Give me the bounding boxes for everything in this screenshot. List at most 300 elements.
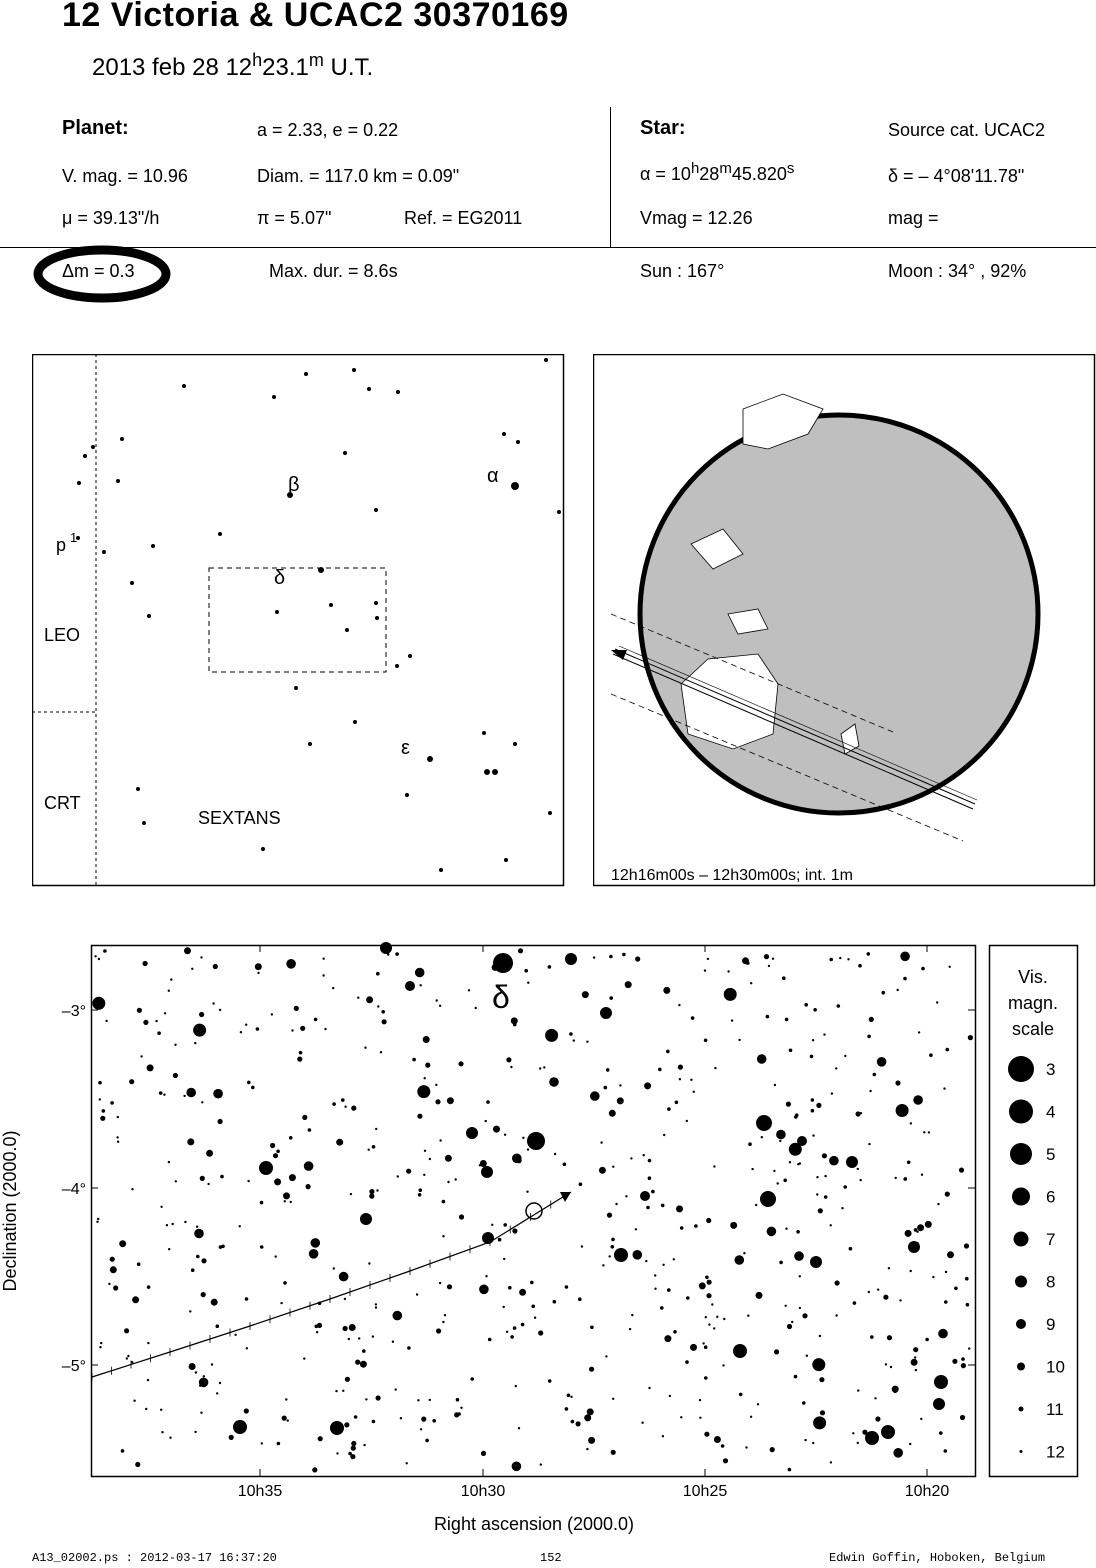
chart-star bbox=[466, 1127, 478, 1139]
chart-star bbox=[470, 1377, 474, 1381]
chart-star bbox=[630, 1157, 632, 1159]
finder-star bbox=[548, 811, 552, 815]
chart-star bbox=[372, 1145, 376, 1149]
chart-star bbox=[965, 1277, 969, 1281]
chart-star bbox=[913, 1095, 923, 1105]
footer-page: 152 bbox=[540, 1551, 562, 1565]
chart-star bbox=[416, 1293, 418, 1295]
finder-star bbox=[77, 481, 81, 485]
chart-star bbox=[706, 1218, 711, 1223]
finder-star bbox=[353, 720, 357, 724]
chart-star bbox=[685, 1360, 689, 1364]
chart-star bbox=[350, 1454, 355, 1459]
chart-star bbox=[344, 1422, 349, 1427]
chart-star bbox=[888, 1267, 890, 1269]
chart-star bbox=[220, 1175, 224, 1179]
x-tick-4: 10h20 bbox=[904, 1483, 950, 1500]
chart-star bbox=[774, 1084, 776, 1086]
chart-star bbox=[667, 1288, 671, 1292]
legend-dot bbox=[1015, 1276, 1027, 1288]
chart-star bbox=[294, 1006, 299, 1011]
chart-star bbox=[284, 1200, 286, 1202]
label-crt: CRT bbox=[44, 793, 81, 813]
chart-star bbox=[588, 1437, 595, 1444]
chart-star bbox=[357, 997, 359, 999]
chart-star bbox=[553, 1300, 557, 1304]
finder-star bbox=[136, 787, 140, 791]
chart-star bbox=[342, 1390, 344, 1392]
page-title: 12 Victoria & UCAC2 30370169 bbox=[62, 0, 569, 34]
chart-star bbox=[707, 958, 709, 960]
chart-star bbox=[757, 1403, 759, 1405]
chart-star bbox=[611, 1245, 615, 1249]
chart-star bbox=[314, 1018, 318, 1022]
chart-star bbox=[609, 1255, 611, 1257]
chart-star bbox=[99, 1098, 101, 1100]
finder-star bbox=[329, 603, 333, 607]
chart-star bbox=[147, 1064, 154, 1071]
chart-star bbox=[503, 1258, 505, 1260]
chart-star bbox=[644, 1082, 651, 1089]
chart-star bbox=[875, 1416, 880, 1421]
chart-star bbox=[841, 1207, 843, 1209]
legend-dot bbox=[1020, 1450, 1023, 1453]
chart-star bbox=[785, 1228, 787, 1230]
chart-star bbox=[640, 1191, 650, 1201]
chart-star bbox=[619, 1084, 621, 1086]
chart-star bbox=[949, 966, 951, 968]
finder-star bbox=[395, 664, 399, 668]
chart-star bbox=[852, 1432, 854, 1434]
chart-star bbox=[587, 1408, 594, 1415]
chart-star bbox=[883, 1295, 888, 1300]
chart-star bbox=[317, 1323, 322, 1328]
chart-star bbox=[782, 976, 786, 980]
chart-star bbox=[460, 1407, 462, 1409]
chart-star bbox=[244, 1408, 249, 1413]
chart-star bbox=[586, 1041, 588, 1043]
legend-dot bbox=[1010, 1143, 1032, 1165]
chart-star bbox=[186, 1088, 196, 1098]
chart-star bbox=[117, 1116, 119, 1118]
label-leo: LEO bbox=[44, 625, 81, 645]
chart-star bbox=[345, 1377, 350, 1382]
chart-star bbox=[612, 1398, 614, 1400]
chart-star bbox=[847, 958, 849, 960]
chart-star bbox=[733, 1344, 747, 1358]
chart-star bbox=[392, 1341, 394, 1343]
chart-star bbox=[570, 1396, 572, 1398]
chart-star bbox=[578, 1297, 582, 1301]
chart-star bbox=[600, 1007, 612, 1019]
chart-star bbox=[332, 987, 334, 989]
chart-star bbox=[121, 1449, 125, 1453]
chart-star bbox=[308, 1128, 312, 1132]
chart-star bbox=[147, 1285, 151, 1289]
chart-star bbox=[336, 1139, 343, 1146]
chart-star bbox=[895, 1177, 897, 1179]
chart-star bbox=[910, 1122, 912, 1124]
chart-star bbox=[323, 958, 325, 960]
chart-star bbox=[813, 1008, 817, 1012]
chart-star bbox=[770, 1447, 775, 1452]
chart-star bbox=[503, 1223, 507, 1227]
chart-star bbox=[667, 1107, 671, 1111]
chart-star bbox=[937, 1203, 939, 1205]
chart-star bbox=[599, 1167, 606, 1174]
chart-star bbox=[666, 1050, 670, 1054]
chart-star bbox=[436, 1328, 441, 1333]
finder-star bbox=[352, 368, 356, 372]
chart-star bbox=[189, 1310, 191, 1312]
chart-star bbox=[813, 1416, 826, 1429]
chart-star bbox=[481, 1166, 493, 1178]
chart-star bbox=[442, 1321, 444, 1323]
chart-star bbox=[804, 1439, 806, 1441]
chart-star bbox=[493, 1126, 500, 1133]
chart-star bbox=[369, 1194, 374, 1199]
legend-dot bbox=[1009, 1100, 1033, 1124]
chart-star bbox=[372, 1335, 374, 1337]
chart-star bbox=[423, 1174, 425, 1176]
chart-star bbox=[382, 1019, 387, 1024]
chart-star bbox=[881, 1425, 895, 1439]
x-tick-3: 10h25 bbox=[682, 1483, 728, 1500]
chart-star bbox=[324, 1028, 326, 1030]
chart-star bbox=[187, 1138, 194, 1145]
chart-star bbox=[890, 1366, 892, 1368]
chart-star bbox=[897, 989, 899, 991]
chart-star bbox=[164, 1012, 166, 1014]
chart-star bbox=[524, 969, 528, 973]
chart-star bbox=[563, 1163, 567, 1167]
chart-star bbox=[945, 1192, 950, 1197]
chart-star bbox=[527, 1132, 545, 1150]
chart-star bbox=[669, 1395, 671, 1397]
chart-star bbox=[789, 1049, 793, 1053]
chart-star bbox=[844, 1055, 846, 1057]
chart-star bbox=[918, 1031, 920, 1033]
chart-star bbox=[846, 1156, 858, 1168]
chart-star bbox=[113, 1285, 118, 1290]
chart-star bbox=[877, 1289, 879, 1291]
chart-star bbox=[459, 1214, 464, 1219]
chart-star bbox=[739, 1393, 743, 1397]
chart-star bbox=[468, 989, 470, 991]
chart-star bbox=[521, 1323, 525, 1327]
chart-star bbox=[435, 1084, 437, 1086]
finder-star bbox=[511, 482, 519, 490]
chart-star bbox=[355, 1360, 360, 1365]
chart-star bbox=[693, 1091, 695, 1093]
x-tick-2: 10h30 bbox=[460, 1483, 506, 1500]
chart-star bbox=[785, 1018, 789, 1022]
chart-star bbox=[276, 1150, 280, 1154]
finder-star bbox=[374, 508, 378, 512]
chart-star bbox=[216, 1392, 218, 1394]
star-heading: Star: bbox=[640, 117, 686, 139]
finder-star bbox=[275, 610, 279, 614]
chart-star bbox=[454, 1412, 459, 1417]
chart-star bbox=[964, 1243, 969, 1248]
chart-star bbox=[159, 1091, 163, 1095]
chart-star bbox=[475, 1007, 477, 1009]
chart-star bbox=[299, 1051, 303, 1055]
chart-star bbox=[216, 1324, 220, 1328]
y-axis-label: Declination (2000.0) bbox=[0, 1130, 20, 1292]
chart-star bbox=[868, 1143, 870, 1145]
chart-star bbox=[633, 1250, 643, 1260]
chart-star bbox=[194, 1431, 196, 1433]
chart-star bbox=[135, 1462, 140, 1467]
chart-star bbox=[184, 1221, 186, 1223]
planet-motion: μ = 39.13"/h bbox=[62, 208, 160, 228]
chart-star bbox=[691, 1016, 695, 1020]
chart-star bbox=[678, 1065, 683, 1070]
finder-star bbox=[557, 510, 561, 514]
chart-star bbox=[706, 1293, 711, 1298]
chart-star bbox=[786, 1102, 791, 1107]
chart-star bbox=[766, 1015, 770, 1019]
chart-star bbox=[860, 1179, 862, 1181]
chart-star bbox=[936, 1001, 938, 1003]
chart-star bbox=[380, 1051, 382, 1053]
chart-star bbox=[351, 1106, 356, 1111]
chart-star bbox=[206, 1150, 213, 1157]
chart-star bbox=[219, 1009, 221, 1011]
chart-star bbox=[545, 1029, 558, 1042]
chart-star bbox=[412, 1058, 416, 1062]
chart-star bbox=[648, 1387, 650, 1389]
chart-star bbox=[531, 1305, 535, 1309]
chart-star bbox=[954, 1287, 958, 1291]
chart-star bbox=[905, 1177, 907, 1179]
chart-star bbox=[631, 1314, 633, 1316]
chart-star bbox=[360, 1213, 372, 1225]
chart-star bbox=[126, 1357, 128, 1359]
chart-star bbox=[917, 1224, 924, 1231]
chart-star bbox=[100, 1342, 102, 1344]
chart-star bbox=[804, 1003, 808, 1007]
finder-star bbox=[261, 847, 265, 851]
planet-parallax: π = 5.07" bbox=[257, 208, 332, 228]
chart-star bbox=[673, 1258, 675, 1260]
chart-star bbox=[565, 953, 577, 965]
chart-star bbox=[648, 1159, 652, 1163]
chart-star bbox=[245, 1297, 249, 1301]
chart-star bbox=[680, 1416, 682, 1418]
chart-star bbox=[285, 1398, 287, 1400]
chart-star bbox=[913, 1347, 918, 1352]
chart-star bbox=[330, 1421, 344, 1435]
chart-star bbox=[820, 1410, 825, 1415]
chart-star bbox=[882, 991, 886, 995]
chart-star bbox=[747, 1315, 749, 1317]
chart-star bbox=[229, 1435, 234, 1440]
chart-star bbox=[219, 1245, 223, 1249]
chart-star bbox=[435, 1099, 440, 1104]
chart-star bbox=[259, 1161, 273, 1175]
chart-star bbox=[418, 1193, 422, 1197]
chart-star bbox=[812, 1039, 814, 1041]
chart-star bbox=[699, 1399, 701, 1401]
chart-star bbox=[360, 1361, 367, 1368]
globe-panel bbox=[593, 354, 1096, 887]
chart-star bbox=[867, 952, 871, 956]
chart-star bbox=[877, 1057, 887, 1067]
chart-star bbox=[200, 1412, 202, 1414]
chart-star bbox=[376, 1189, 378, 1191]
chart-star bbox=[961, 1357, 965, 1361]
chart-star bbox=[565, 1285, 569, 1289]
legend-label: 12 bbox=[1046, 1442, 1065, 1462]
finder-star bbox=[482, 731, 486, 735]
chart-star bbox=[704, 969, 706, 971]
chart-star bbox=[646, 1206, 650, 1210]
chart-star bbox=[730, 1222, 737, 1229]
chart-star bbox=[816, 1103, 821, 1108]
chart-star bbox=[716, 1316, 718, 1318]
chart-star bbox=[615, 1203, 617, 1205]
finder-star bbox=[318, 567, 324, 573]
chart-star bbox=[184, 947, 191, 954]
chart-star bbox=[699, 1417, 701, 1419]
chart-star bbox=[823, 1033, 825, 1035]
chart-star bbox=[166, 1224, 168, 1226]
chart-star bbox=[110, 1266, 117, 1273]
chart-star bbox=[364, 1047, 366, 1049]
chart-star bbox=[519, 1289, 526, 1296]
footer-file: A13_02002.ps : 2012-03-17 16:37:20 bbox=[32, 1551, 277, 1565]
star-vmag: Vmag = 12.26 bbox=[640, 208, 753, 228]
chart-star bbox=[915, 1369, 917, 1371]
chart-star bbox=[714, 1436, 721, 1443]
chart-star bbox=[282, 1416, 287, 1421]
finder-star bbox=[513, 742, 517, 746]
chart-star bbox=[961, 1363, 966, 1368]
chart-star bbox=[201, 1258, 206, 1263]
chart-star bbox=[738, 1039, 740, 1041]
chart-star bbox=[968, 1035, 973, 1040]
chart-star bbox=[275, 1255, 277, 1257]
legend-label: 10 bbox=[1046, 1357, 1065, 1377]
chart-star bbox=[196, 1255, 200, 1259]
finder-star bbox=[502, 432, 506, 436]
chart-star bbox=[419, 1188, 423, 1192]
legend-title-2: magn. bbox=[1007, 993, 1059, 1013]
chart-star bbox=[480, 1160, 487, 1167]
chart-star bbox=[622, 953, 626, 957]
chart-star bbox=[432, 1419, 436, 1423]
chart-star bbox=[818, 1208, 823, 1213]
chart-star bbox=[857, 1389, 859, 1391]
chart-star bbox=[932, 1276, 934, 1278]
chart-star bbox=[421, 1417, 426, 1422]
chart-star bbox=[194, 1042, 196, 1044]
chart-star bbox=[802, 1401, 806, 1405]
chart-star bbox=[498, 1238, 502, 1242]
chart-star bbox=[289, 1136, 293, 1140]
chart-star bbox=[96, 1221, 98, 1223]
chart-star bbox=[458, 1061, 463, 1066]
chart-star bbox=[102, 1109, 106, 1113]
chart-star bbox=[420, 984, 422, 986]
chart-star bbox=[439, 1005, 441, 1007]
chart-star bbox=[830, 1224, 832, 1226]
chart-star bbox=[666, 988, 670, 992]
x-axis-label: Right ascension (2000.0) bbox=[433, 1514, 635, 1534]
chart-star bbox=[277, 1442, 281, 1446]
chart-star bbox=[304, 1161, 314, 1171]
chart-star bbox=[369, 1189, 374, 1194]
chart-star bbox=[168, 1248, 170, 1250]
finder-star bbox=[147, 614, 151, 618]
chart-star bbox=[311, 1238, 321, 1248]
chart-star bbox=[648, 1176, 652, 1180]
chart-star bbox=[590, 1326, 594, 1330]
chart-star bbox=[907, 1161, 911, 1165]
x-tick-1: 10h35 bbox=[237, 1483, 283, 1500]
chart-star bbox=[625, 1195, 627, 1197]
finder-star bbox=[91, 445, 95, 449]
chart-star bbox=[772, 958, 774, 960]
chart-star bbox=[194, 1229, 204, 1239]
chart-star bbox=[788, 1468, 792, 1472]
chart-star bbox=[604, 1086, 608, 1090]
star-dec: δ = – 4°08'11.78" bbox=[888, 166, 1025, 186]
globe-caption: 12h16m00s – 12h30m00s; int. 1m bbox=[611, 867, 853, 884]
y-tick-2: –4° bbox=[61, 1181, 86, 1198]
chart-star bbox=[929, 1053, 933, 1057]
finder-star bbox=[408, 654, 412, 658]
chart-star bbox=[429, 1399, 431, 1401]
chart-star bbox=[966, 1303, 970, 1307]
chart-star bbox=[488, 1338, 492, 1342]
chart-star bbox=[791, 1321, 793, 1323]
finder-star bbox=[116, 479, 120, 483]
chart-star bbox=[860, 1112, 862, 1114]
chart-star bbox=[455, 1178, 457, 1180]
finder-star bbox=[367, 387, 371, 391]
chart-star bbox=[867, 1035, 871, 1039]
chart-star bbox=[910, 1270, 912, 1272]
chart-star bbox=[779, 1140, 781, 1142]
chart-star bbox=[366, 996, 373, 1003]
chart-star bbox=[789, 1161, 791, 1163]
chart-star bbox=[260, 1245, 264, 1249]
chart-star bbox=[554, 1153, 556, 1155]
chart-star bbox=[251, 1086, 255, 1090]
chart-star bbox=[105, 1020, 107, 1022]
chart-star bbox=[213, 964, 218, 969]
chart-star bbox=[343, 1326, 348, 1331]
finder-star bbox=[405, 793, 409, 797]
chart-star bbox=[581, 1245, 583, 1247]
delta-star-label: δ bbox=[492, 979, 510, 1015]
chart-star bbox=[318, 1436, 323, 1441]
chart-star bbox=[694, 1224, 698, 1228]
chart-star bbox=[400, 1417, 402, 1419]
chart-star bbox=[287, 1419, 289, 1421]
chart-star bbox=[358, 1337, 360, 1339]
chart-star bbox=[945, 1271, 947, 1273]
finder-star bbox=[151, 544, 155, 548]
chart-star bbox=[764, 954, 769, 959]
chart-star bbox=[748, 1142, 752, 1146]
chart-star bbox=[163, 1094, 165, 1096]
y-tick-3: –5° bbox=[61, 1358, 86, 1375]
chart-star bbox=[271, 1013, 273, 1015]
